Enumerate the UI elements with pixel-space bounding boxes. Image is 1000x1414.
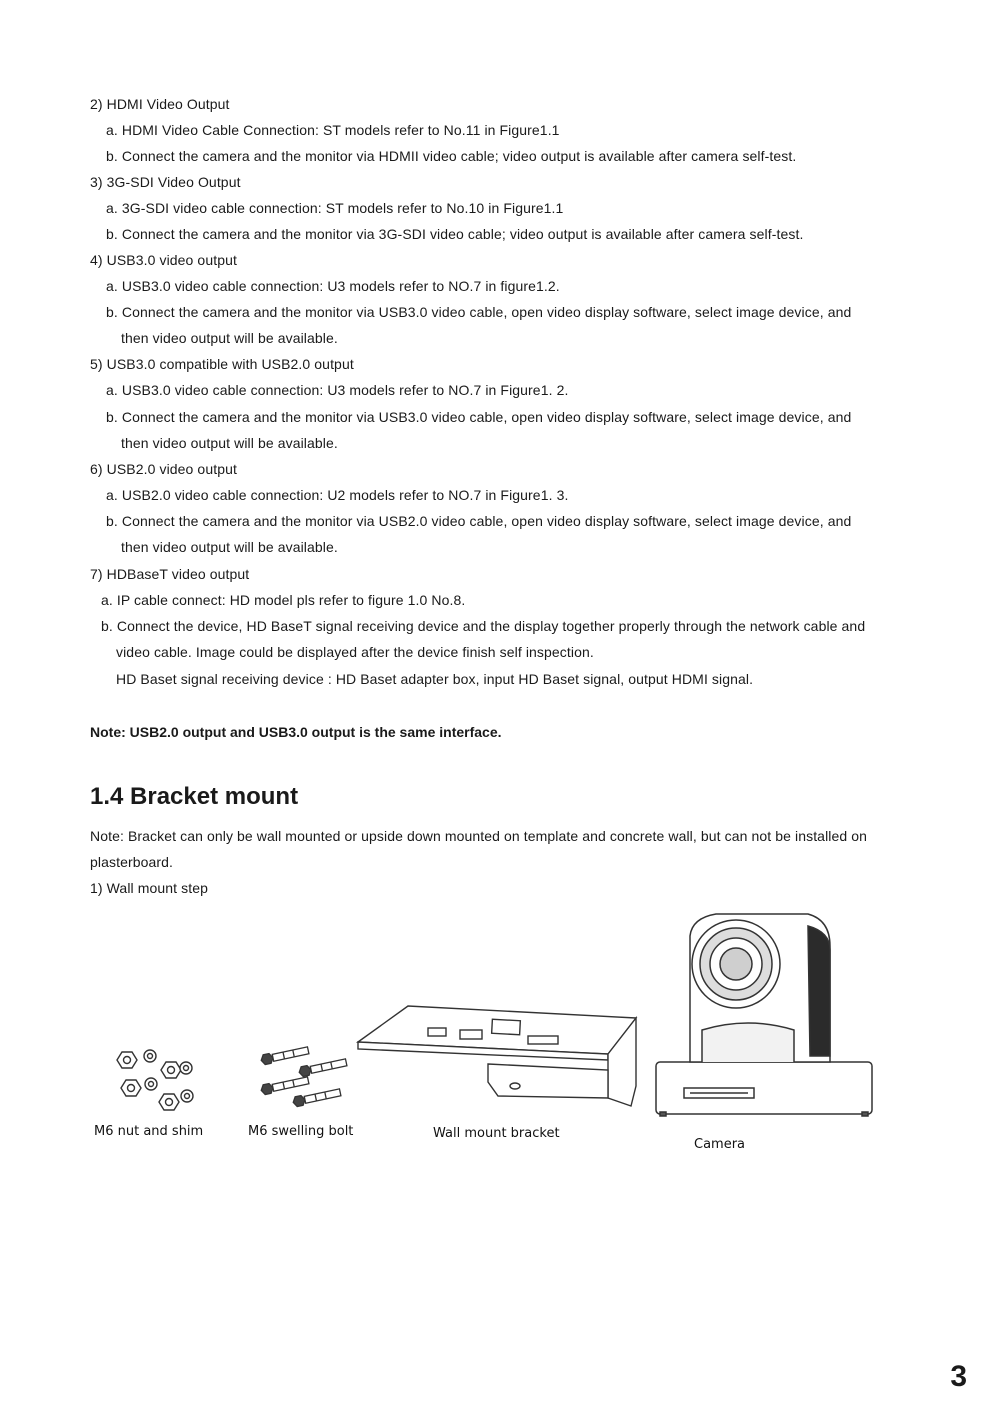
label-wall-mount-bracket: Wall mount bracket bbox=[433, 1126, 560, 1141]
usb2-item-b-line1: b. Connect the camera and the monitor via USB2.0 video cable, open video display software, select image device, and bbox=[106, 513, 852, 529]
sdi-item-b: b. Connect the camera and the monitor via 3G-SDI video cable; video output is available after camera self-test. bbox=[106, 226, 804, 242]
wall-mount-step: 1) Wall mount step bbox=[90, 880, 208, 896]
hdbaset-item-b-line3: HD Baset signal receiving device : HD Baset adapter box, input HD Baset signal, output HDMI signal. bbox=[116, 671, 754, 687]
section-title-bracket-mount: 1.4 Bracket mount bbox=[90, 783, 299, 810]
interface-note: Note: USB2.0 output and USB3.0 output is the same interface. bbox=[90, 724, 502, 740]
usb2-item-a: a. USB2.0 video cable connection: U2 models refer to NO.7 in Figure1. 3. bbox=[106, 487, 569, 503]
hdbaset-item-b-line2: video cable. Image could be displayed after the device finish self inspection. bbox=[116, 644, 594, 660]
usb3-item-b-line1: b. Connect the camera and the monitor via USB3.0 video cable, open video display software, select image device, and bbox=[106, 304, 852, 320]
hdbaset-item-a: a. IP cable connect: HD model pls refer to figure 1.0 No.8. bbox=[101, 592, 466, 608]
usb2-heading: 6) USB2.0 video output bbox=[90, 461, 237, 477]
wall-mount-parts-figure bbox=[88, 906, 874, 1158]
sdi-item-a: a. 3G-SDI video cable connection: ST models refer to No.10 in Figure1.1 bbox=[106, 200, 564, 216]
usb3-item-a: a. USB3.0 video cable connection: U3 models refer to NO.7 in figure1.2. bbox=[106, 278, 560, 294]
hdmi-heading: 2) HDMI Video Output bbox=[90, 96, 230, 112]
usb3compat-heading: 5) USB3.0 compatible with USB2.0 output bbox=[90, 356, 354, 372]
label-camera: Camera bbox=[694, 1137, 746, 1152]
usb3-heading: 4) USB3.0 video output bbox=[90, 252, 237, 268]
hdbaset-heading: 7) HDBaseT video output bbox=[90, 566, 250, 582]
usb3compat-item-b-line2: then video output will be available. bbox=[121, 435, 338, 451]
sdi-heading: 3) 3G-SDI Video Output bbox=[90, 174, 241, 190]
bracket-note-line1: Note: Bracket can only be wall mounted or upside down mounted on template and concrete wall, but can not be installed on bbox=[90, 828, 868, 844]
label-m6-swelling-bolt: M6 swelling bolt bbox=[248, 1124, 354, 1139]
bracket-note-line2: plasterboard. bbox=[90, 854, 174, 870]
usb3compat-item-a: a. USB3.0 video cable connection: U3 models refer to NO.7 in Figure1. 2. bbox=[106, 382, 569, 398]
usb3-item-b-line2: then video output will be available. bbox=[121, 330, 338, 346]
label-m6-nut-shim: M6 nut and shim bbox=[94, 1124, 204, 1139]
hdbaset-item-b-line1: b. Connect the device, HD BaseT signal receiving device and the display together properly through the network cable and bbox=[101, 618, 866, 634]
usb3compat-item-b-line1: b. Connect the camera and the monitor via USB3.0 video cable, open video display software, select image device, and bbox=[106, 409, 852, 425]
page-number: 3 bbox=[950, 1360, 967, 1393]
usb2-item-b-line2: then video output will be available. bbox=[121, 539, 338, 555]
hdmi-item-b: b. Connect the camera and the monitor via HDMII video cable; video output is available after camera self-test. bbox=[106, 148, 797, 164]
hdmi-item-a: a. HDMI Video Cable Connection: ST models refer to No.11 in Figure1.1 bbox=[106, 122, 560, 138]
